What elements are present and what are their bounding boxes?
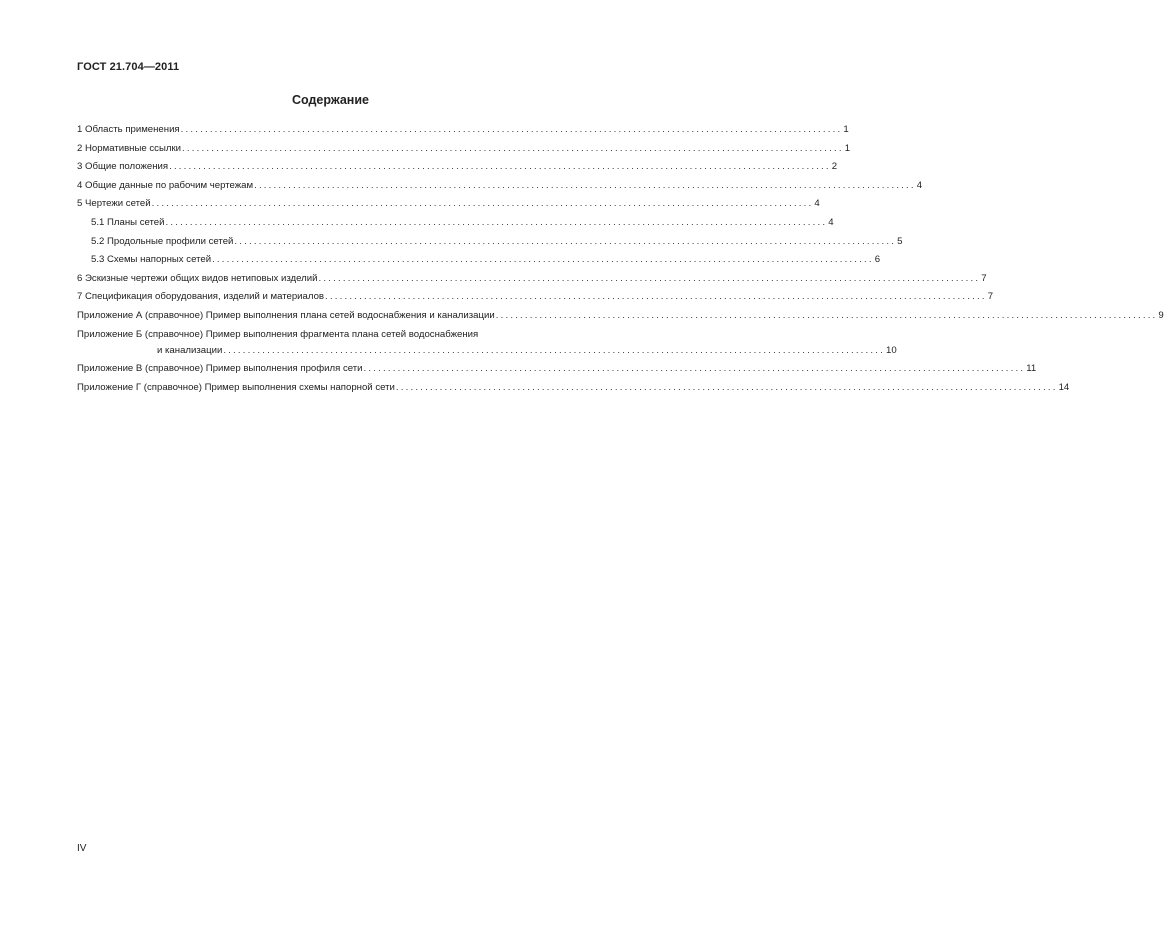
toc-entry-label: 1 Область применения [77,124,180,135]
toc-entry-page: 9 [1158,309,1164,321]
toc-entry-label: 7 Спецификация оборудования, изделий и материалов [77,291,325,303]
toc-row [77,159,838,178]
toc-row [77,361,1037,380]
document-header: ГОСТ 21.704—2011 [77,61,180,73]
toc-entry-page: 7 [981,272,987,284]
toc-leader-dots: ........................................................................................................................................ [254,179,916,191]
toc-leader-dots: ........................................................................................................................................ [180,124,843,135]
toc-entry-page: 1 [843,124,849,135]
toc-leader-dots: ........................................................................................................................................ [325,291,987,303]
toc-entry-label: 4 Общие данные по рабочим чертежам [77,179,254,191]
toc-row [77,327,613,343]
toc-row [77,308,1164,327]
toc-entry-page: 11 [1026,363,1037,375]
toc-leader-dots: ........................................................................................................................................ [151,198,814,210]
toc-entry-label: 5.1 Планы сетей [91,216,165,228]
toc-entry-page: 4 [916,179,923,191]
toc-leader-dots: ........................................................................................................................................ [169,161,831,173]
toc-entry-page: 10 [886,344,897,356]
toc-leader-dots: ........................................................................................................................................ [223,344,886,356]
toc-entry-label: Приложение Б (справочное) Пример выполнения фрагмента плана сетей водоснабжения [77,328,479,340]
toc-entry-page: 14 [1058,381,1070,393]
toc-entry-label: 5.3 Схемы напорных сетей [91,254,212,266]
toc-entry-page: 6 [874,254,881,266]
toc-entry-label: 2 Нормативные ссылки [77,142,182,154]
toc-entry-label: 5.2 Продольные профили сетей [91,235,234,247]
toc-leader-dots: ........................................................................................................................................ [182,142,844,154]
toc-entry-label: 6 Эскизные чертежи общих видов нетиповых изделий [77,272,318,284]
toc-entry-label: и канализации [157,344,223,356]
toc-entry-label: Приложение В (справочное) Пример выполнения профиля сети [77,363,363,375]
toc-leader-dots: ........................................................................................................................................ [318,272,981,284]
toc-leader-dots: ........................................................................................................................................ [363,363,1026,375]
table-of-contents [77,122,1164,398]
toc-entry-label: 5 Чертежи сетей [77,198,151,210]
toc-leader-dots: ........................................................................................................................................ [165,216,828,228]
toc-leader-dots: ........................................................................................................................................ [212,254,874,266]
toc-row [77,343,897,362]
toc-row [77,234,903,253]
toc-entry-page: 5 [897,235,903,247]
toc-row [77,122,849,141]
toc-row [77,141,851,160]
toc-entry-page: 1 [844,142,851,154]
toc-row [77,178,923,197]
toc-entry-page: 4 [814,198,820,210]
toc-entry-page: 7 [987,291,994,303]
toc-leader-dots: ........................................................................................................................................ [395,381,1058,393]
page-title: Содержание [291,93,369,107]
toc-row [77,252,881,271]
page-number: IV [77,843,87,854]
toc-entry-label: Приложение А (справочное) Пример выполнения плана сетей водоснабжения и канализации [77,309,495,321]
toc-row [77,380,1070,399]
toc-row [77,215,834,234]
toc-row [77,271,987,290]
toc-entry-label: 3 Общие положения [77,161,169,173]
toc-row [77,289,994,308]
toc-entry-page: 4 [828,216,834,228]
toc-entry-page: 2 [831,161,838,173]
toc-entry-label: Приложение Г (справочное) Пример выполнения схемы напорной сети [77,381,395,393]
toc-leader-dots: ........................................................................................................................................ [495,309,1158,321]
toc-leader-dots: ........................................................................................................................................ [234,235,897,247]
toc-row [77,196,820,215]
